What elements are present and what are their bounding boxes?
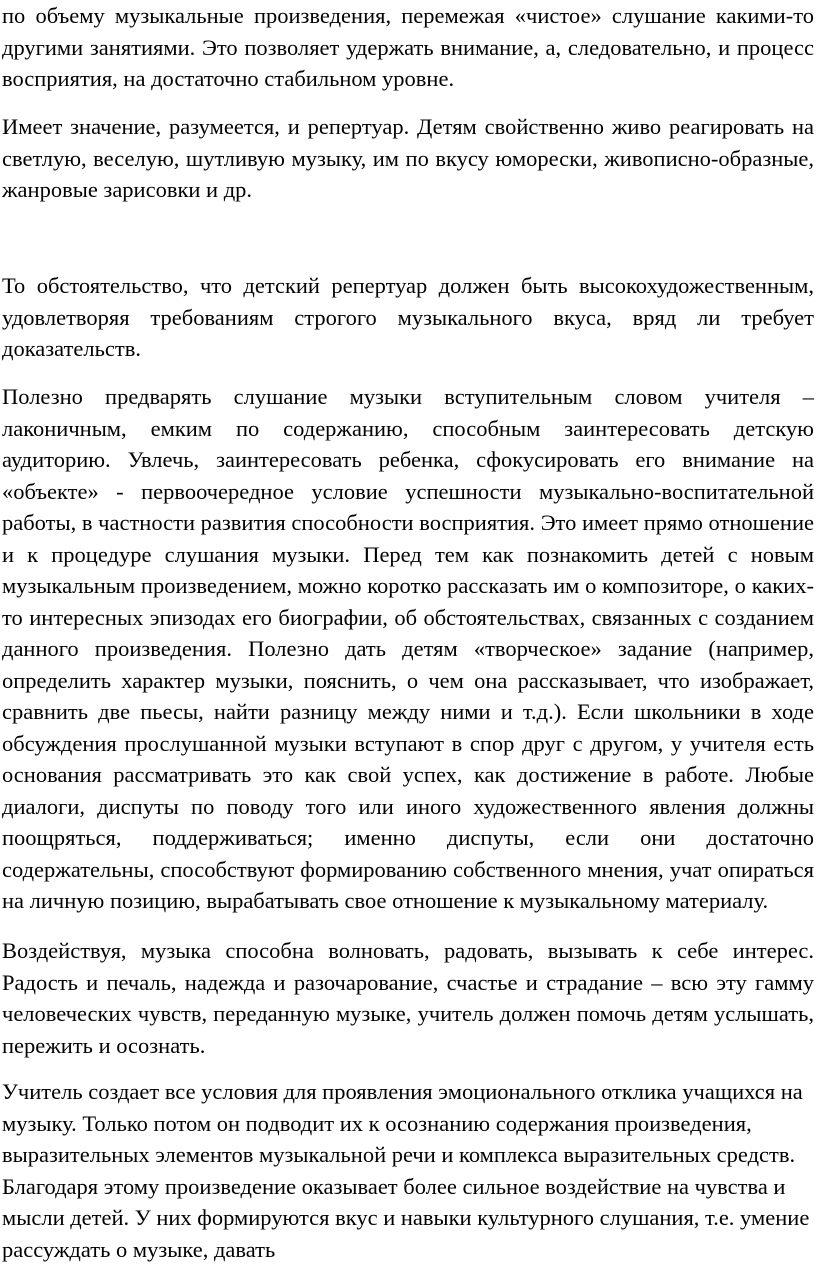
paragraph-listening-breaks: по объему музыкальные произведения, перемежая «чистое» слушание какими-то другими занятиями. Это позволяет удержать внимание, а, следовательно, и процесс восприятия, на достаточно стабильном уровне. xyxy=(2,3,814,91)
paragraph-artistic-repertoire: То обстоятельство, что детский репертуар должен быть высокохудожественным, удовлетворяя требованиям строгого музыкального вкуса, вряд ли требует доказательств. xyxy=(2,273,814,361)
paragraph-teacher-conditions: Учитель создает все условия для проявления эмоционального отклика учащихся на музыку. Только потом он подводит их к осознанию содержания произведения, выразительных элементов музыкальной речи и комплекса выразительных средств. Благодаря этому произведение оказывает более сильное воздействие на чувства и мысли детей. У них формируются вкус и навыки культурного слушания, т.е. умение рассуждать о музыке, давать xyxy=(2,1079,810,1262)
paragraph-introductory-word: Полезно предварять слушание музыки вступительным словом учителя – лаконичным, емким по содержанию, способным заинтересовать детскую аудиторию. Увлечь, заинтересовать ребенка, сфокусировать его внимание на «объекте» - первоочередное условие успешности музыкально-воспитательной работы, в частности развития способности восприятия. Это имеет прямо отношение и к процедуре слушания музыки. Перед тем как познакомить детей с новым музыкальным произведением, можно коротко рассказать им о композиторе, о каких-то интересных эпизодах его биографии, об обстоятельствах, связанных с созданием данного произведения. Полезно дать детям «творческое» задание (например, определить характер музыки, пояснить, о чем она рассказывает, что изображает, сравнить две пьесы, найти разницу между ними и т.д.). Если школьники в ходе обсуждения прослушанной музыки вступают в спор друг с другом, у учителя есть основания рассматривать это как свой успех, как достижение в работе. Любые диалоги, диспуты по поводу того или иного художественного явления должны поощряться, поддерживаться; именно диспуты, если они достаточно содержательны, способствуют формированию собственного мнения, учат опираться на личную позицию, вырабатывать свое отношение к музыкальному материалу. xyxy=(2,384,814,913)
paragraph-music-impact: Воздействуя, музыка способна волновать, радовать, вызывать к себе интерес. Радость и печаль, надежда и разочарование, счастье и страдание – всю эту гамму человеческих чувств, переданную музыке, учитель должен помочь детям услышать, пережить и осознать. xyxy=(2,938,814,1058)
paragraph-repertoire: Имеет значение, разумеется, и репертуар. Детям свойственно живо реагировать на светлую, веселую, шутливую музыку, им по вкусу юморески, живописно-образные, жанровые зарисовки и др. xyxy=(2,114,814,202)
